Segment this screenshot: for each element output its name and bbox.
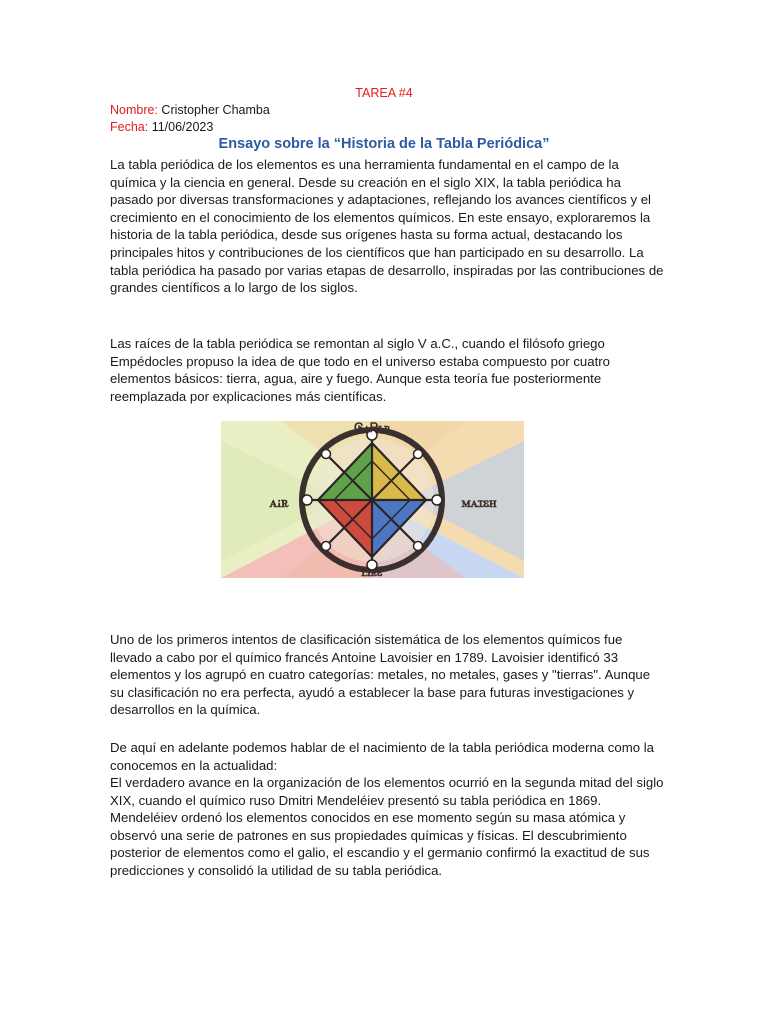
paragraph-lavoisier: Uno de los primeros intentos de clasificación sistemática de los elementos químicos fue llevado a cabo por el químico francés Antoine Lavoisier en 1789. Lavoisier identificó 33 elementos y los agrupó en cuatro categorías: metales, no metales, gases y "tierras". Aunque su clasificación no era perfecta, ayudó a establecer la base para futuras investigaciones y desarrollos en la química. xyxy=(110,632,651,718)
paragraph-roots: Las raíces de la tabla periódica se remontan al siglo V a.C., cuando el filósofo griego Empédocles propuso la idea de que todo en el universo estaba compuesto por cuatro elementos básicos: tierra, agua, aire y fuego. Aunque esta teoría fue posteriormente reemplazada por explicaciones más científicas. xyxy=(110,336,610,404)
author-value: Cristopher Chamba xyxy=(157,103,270,117)
author-label: Nombre: xyxy=(110,103,158,117)
date-line xyxy=(110,119,213,136)
label-bottom: ꮮꭵꭱꮛ xyxy=(361,565,383,578)
paragraph-mendeleev: El verdadero avance en la organización de los elementos ocurrió en la segunda mitad del siglo XIX, cuando el químico ruso Dmitri Mendeléiev presentó su tabla periódica en 1869. Mendeléiev ordenó los elementos conocidos en ese momento según su masa atómica y observó una serie de patrones en sus propiedades químicas y físicas. El descubrimiento posterior de elementos como el galio, el escandio y el germanio confirmó la exactitud de sus predicciones y consolidó la utilidad de su tabla periódica. xyxy=(110,775,664,878)
author-line xyxy=(110,102,270,119)
label-left: ꭺꭵꭱ xyxy=(269,493,289,511)
label-right: ꮇꭺꮖꮛꮋ xyxy=(461,495,497,511)
paragraph-intro: La tabla periódica de los elementos es una herramienta fundamental en el campo de la química y la ciencia en general. Desde su creación en el siglo XIX, la tabla periódica ha pasado por diversas transformaciones y adaptaciones, reflejando los avances científicos y el crecimiento en el conocimiento de los elementos químicos. En este ensayo, exploraremos la historia de la tabla periódica, desde sus orígenes hasta su forma actual, destacando los principales hitos y contribuciones de los científicos que han participado en su desarrollo. La tabla periódica ha pasado por varias etapas de desarrollo, inspiradas por las contribuciones de grandes científicos a lo largo de los siglos. xyxy=(110,157,664,296)
date-label: Fecha: xyxy=(110,120,149,134)
date-value: 11/06/2023 xyxy=(148,120,214,134)
assignment-number: TAREA #4 xyxy=(355,86,413,100)
four-elements-image xyxy=(221,421,524,578)
four-elements-illustration xyxy=(221,421,524,578)
essay-title: Ensayo sobre la “Historia de la Tabla Periódica” xyxy=(218,136,550,152)
paragraph-transition: De aquí en adelante podemos hablar de el nacimiento de la tabla periódica moderna como la conocemos en la actualidad: xyxy=(110,740,654,773)
label-top: ᎶꭺᏒꮮꮲ xyxy=(354,421,390,436)
